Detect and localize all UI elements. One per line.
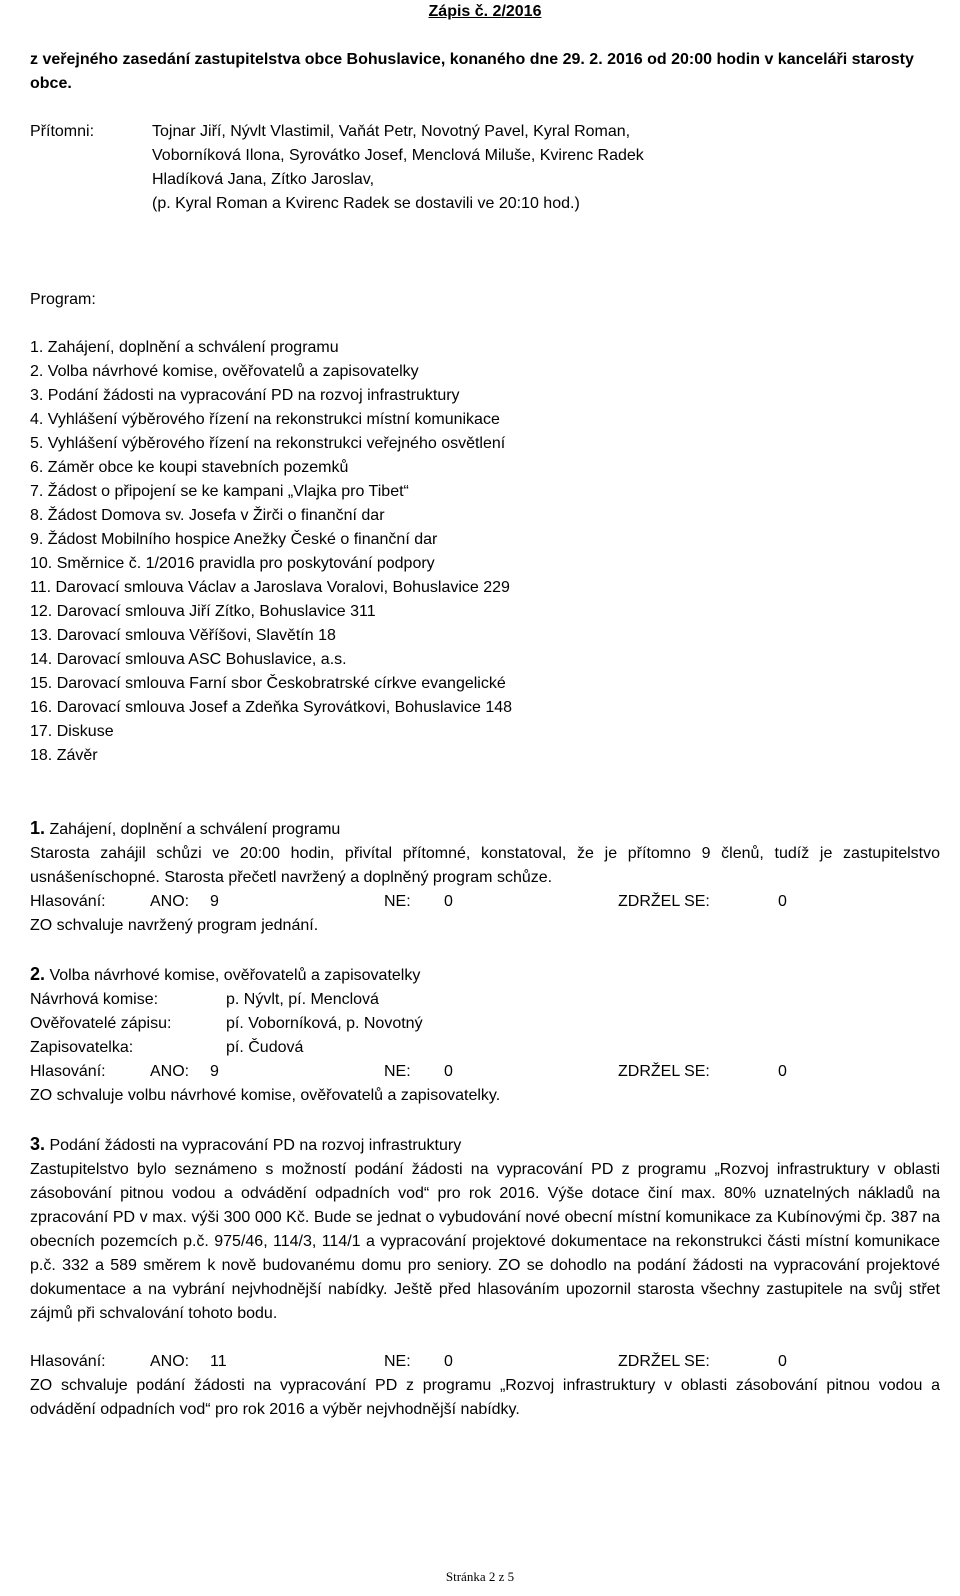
resolution: ZO schvaluje volbu návrhové komise, ověřovatelů a zapisovatelky. xyxy=(30,1087,501,1104)
section-number: 1. xyxy=(30,818,46,838)
vote-row xyxy=(30,890,940,914)
vote-abstain-value: 0 xyxy=(778,1063,787,1080)
program-item: 18. Závěr xyxy=(30,747,98,764)
vote-yes-value: 9 xyxy=(210,1063,219,1080)
program-item: 4. Vyhlášení výběrového řízení na rekonstrukci místní komunikace xyxy=(30,411,500,428)
program-item: 1. Zahájení, doplnění a schválení programu xyxy=(30,339,339,356)
program-item: 8. Žádost Domova sv. Josefa v Žirči o finanční dar xyxy=(30,507,385,524)
document-title: Zápis č. 2/2016 xyxy=(428,3,542,20)
program-item: 12. Darovací smlouva Jiří Zítko, Bohuslavice 311 xyxy=(30,603,376,620)
meeting-intro: z veřejného zasedání zastupitelstva obce Bohuslavice, konaného dne 29. 2. 2016 od 20:00 hodin v kanceláři starosty obce. xyxy=(30,51,914,92)
recorder-label: Zapisovatelka: xyxy=(30,1039,134,1056)
vote-abstain-label: ZDRŽEL SE: xyxy=(618,1063,710,1080)
vote-abstain-label: ZDRŽEL SE: xyxy=(618,893,710,910)
attendees-list xyxy=(152,120,940,216)
verifiers-label: Ověřovatelé zápisu: xyxy=(30,1015,172,1032)
section-number: 3. xyxy=(30,1134,46,1154)
program-item: 14. Darovací smlouva ASC Bohuslavice, a.s. xyxy=(30,651,347,668)
section-title: Volba návrhové komise, ověřovatelů a zapisovatelky xyxy=(49,967,421,984)
vote-abstain-value: 0 xyxy=(778,893,787,910)
attendees-note: (p. Kyral Roman a Kvirenc Radek se dostavili ve 20:10 hod.) xyxy=(152,195,580,212)
attendees-line: Voborníková Ilona, Syrovátko Josef, Menclová Miluše, Kvirenc Radek xyxy=(152,147,644,164)
recorder-value: pí. Čudová xyxy=(226,1039,304,1056)
vote-yes-value: 9 xyxy=(210,893,219,910)
vote-no-value: 0 xyxy=(444,893,453,910)
vote-row xyxy=(30,1060,940,1084)
section-heading xyxy=(30,1132,940,1158)
vote-label: Hlasování: xyxy=(30,1063,106,1080)
attendees-line: Hladíková Jana, Zítko Jaroslav, xyxy=(152,171,375,188)
section-1 xyxy=(30,816,940,938)
attendees-line: Tojnar Jiří, Nývlt Vlastimil, Vaňát Petr, Novotný Pavel, Kyral Roman, xyxy=(152,123,631,140)
committee-row xyxy=(30,988,940,1012)
program-item: 17. Diskuse xyxy=(30,723,114,740)
page-footer: Stránka 2 z 5 xyxy=(445,1569,515,1584)
vote-abstain-label: ZDRŽEL SE: xyxy=(618,1353,710,1370)
section-title: Podání žádosti na vypracování PD na rozvoj infrastruktury xyxy=(49,1137,462,1154)
section-heading xyxy=(30,816,940,842)
program-item: 13. Darovací smlouva Věříšovi, Slavětín 18 xyxy=(30,627,336,644)
attendees-block xyxy=(30,120,940,216)
vote-no-label: NE: xyxy=(384,1063,411,1080)
vote-label: Hlasování: xyxy=(30,893,106,910)
vote-yes-label: ANO: xyxy=(150,893,190,910)
verifiers-row xyxy=(30,1012,940,1036)
section-text: Zastupitelstvo bylo seznámeno s možností podání žádosti na vypracování PD z programu „Rozvoj infrastruktury v oblasti zásobování pitnou vodou a odvádění odpadních vod“ pro rok 2016. Výše dotace činí max. 80% uznatelných nákladů na zpracování PD v max. výši 300 000 Kč. Bude se jednat o vybudování nové obecní místní komunikace za Kubínovými čp. 387 na obecních pozemcích p.č. 975/46, 114/3, 114/1 a vypracování projektové dokumentace na rekonstrukci části místní komunikace p.č. 332 a 589 směrem k nově budovanému domu pro seniory. ZO se dohodlo na podání žádosti na vypracování projektové dokumentace a na vybrání nejvhodnější nabídky. Ještě před hlasováním upozornil starosta všechny zastupitele na svůj střet zájmů při schvalování tohoto bodu. xyxy=(30,1161,940,1322)
committee-value: p. Nývlt, pí. Menclová xyxy=(226,991,379,1008)
vote-yes-label: ANO: xyxy=(150,1063,190,1080)
vote-label: Hlasování: xyxy=(30,1353,106,1370)
verifiers-value: pí. Voborníková, p. Novotný xyxy=(226,1015,423,1032)
program-item: 6. Záměr obce ke koupi stavebních pozemků xyxy=(30,459,349,476)
recorder-row xyxy=(30,1036,940,1060)
document-page xyxy=(30,0,940,1422)
program-label: Program: xyxy=(30,291,96,308)
vote-abstain-value: 0 xyxy=(778,1353,787,1370)
vote-no-value: 0 xyxy=(444,1353,453,1370)
program-item: 16. Darovací smlouva Josef a Zdeňka Syrovátkovi, Bohuslavice 148 xyxy=(30,699,513,716)
vote-yes-value: 11 xyxy=(210,1353,227,1370)
vote-row xyxy=(30,1350,940,1374)
resolution: ZO schvaluje navržený program jednání. xyxy=(30,917,319,934)
section-3 xyxy=(30,1132,940,1422)
section-number: 2. xyxy=(30,964,46,984)
committee-label: Návrhová komise: xyxy=(30,991,159,1008)
program-item: 10. Směrnice č. 1/2016 pravidla pro poskytování podpory xyxy=(30,555,435,572)
program-item: 5. Vyhlášení výběrového řízení na rekonstrukci veřejného osvětlení xyxy=(30,435,506,452)
program-item: 11. Darovací smlouva Václav a Jaroslava Voralovi, Bohuslavice 229 xyxy=(30,579,510,596)
section-text: Starosta zahájil schůzi ve 20:00 hodin, přivítal přítomné, konstatoval, že je přítomno 9 členů, tudíž je zastupitelstvo usnášeníschopné. Starosta přečetl navržený a doplněný program schůze. xyxy=(30,845,940,886)
program-item: 15. Darovací smlouva Farní sbor Českobratrské církve evangelické xyxy=(30,675,506,692)
resolution: ZO schvaluje podání žádosti na vypracování PD z programu „Rozvoj infrastruktury v oblasti zásobování pitnou vodou a odvádění odpadních vod“ pro rok 2016 a výběr nejvhodnější nabídky. xyxy=(30,1377,940,1418)
section-2 xyxy=(30,962,940,1108)
program-item: 3. Podání žádosti na vypracování PD na rozvoj infrastruktury xyxy=(30,387,460,404)
vote-no-value: 0 xyxy=(444,1063,453,1080)
vote-no-label: NE: xyxy=(384,1353,411,1370)
section-title: Zahájení, doplnění a schválení programu xyxy=(49,821,341,838)
vote-no-label: NE: xyxy=(384,893,411,910)
program-item: 7. Žádost o připojení se ke kampani „Vlajka pro Tibet“ xyxy=(30,483,409,500)
vote-yes-label: ANO: xyxy=(150,1353,190,1370)
section-heading xyxy=(30,962,940,988)
program-item: 9. Žádost Mobilního hospice Anežky České o finanční dar xyxy=(30,531,438,548)
program-list xyxy=(30,336,940,768)
program-item: 2. Volba návrhové komise, ověřovatelů a zapisovatelky xyxy=(30,363,419,380)
attendees-label: Přítomni: xyxy=(30,123,95,140)
